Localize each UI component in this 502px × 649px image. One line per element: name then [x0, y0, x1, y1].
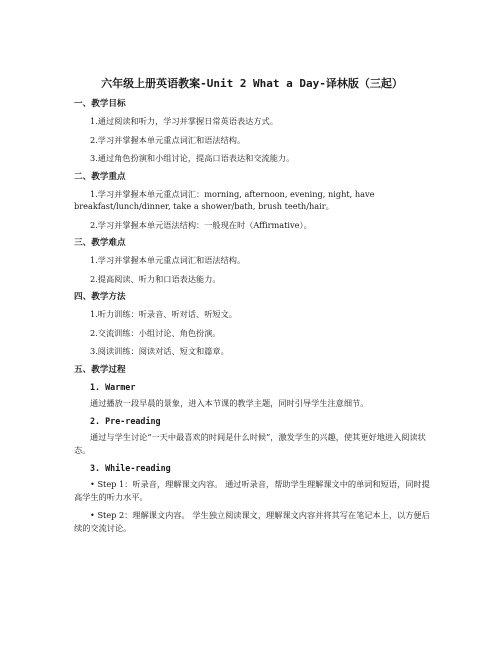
process-pre-reading-text: 通过与学生讨论“一天中最喜欢的时间是什么时候”，激发学生的兴趣，使其更好地进入阅读状态。: [74, 432, 426, 455]
document-title: 六年级上册英语教案-Unit 2 What a Day-译林版（三起）: [101, 77, 403, 90]
process-while-reading-title: 3. While-reading: [90, 463, 171, 473]
difficulty-item: 2.提高阅读、听力和口语表达能力。: [90, 273, 221, 284]
document-page: [74, 76, 430, 540]
while-reading-step: • Step 1：听录音，理解课文内容。 通过听录音，帮助学生理解课文中的单词和短语，同时提高学生的听力水平。: [74, 478, 430, 503]
process-warmer-title: 1. Warmer: [90, 381, 136, 392]
difficulty-item: 1.学习并掌握本单元重点词汇和语法结构。: [90, 255, 246, 265]
section-heading-process: 五、教学过程: [74, 364, 126, 375]
method-item: 3.阅读训练：阅读对话、短文和篇章。: [90, 346, 229, 356]
goal-item: 3.通过角色扮演和小组讨论，提高口语表达和交流能力。: [90, 153, 295, 163]
section-heading-key-points: 二、教学重点: [74, 171, 126, 182]
section-heading-methods: 四、教学方法: [74, 292, 126, 302]
key-point-item: 2.学习并掌握本单元语法结构：一般现在时（Affirmative）。: [90, 219, 312, 230]
goal-item: 2.学习并掌握本单元重点词汇和语法结构。: [90, 134, 246, 145]
process-warmer-text: 通过播放一段早晨的景象，进入本节课的教学主题，同时引导学生注意细节。: [90, 397, 369, 408]
process-pre-reading-title: 2. Pre-reading: [90, 416, 161, 426]
section-heading-difficulties: 三、教学难点: [74, 238, 126, 248]
method-item: 2.交流训练：小组讨论、角色扮演。: [90, 327, 221, 338]
method-item: 1.听力训练：听录音、听对话、听短文。: [90, 309, 237, 319]
section-heading-goals: 一、教学目标: [74, 99, 126, 109]
while-reading-step: • Step 2：理解课文内容。 学生独立阅读课文，理解课文内容并将其写在笔记本上，以方便后续的交流讨论。: [74, 509, 430, 534]
goal-item: 1.通过阅读和听力，学习并掌握日常英语表达方式。: [90, 116, 278, 126]
key-point-item: 1.学习并掌握本单元重点词汇：morning, afternoon, evening, night, have breakfast/lunch/dinner, take a shower/bath, brush teeth/hair。: [74, 188, 375, 211]
